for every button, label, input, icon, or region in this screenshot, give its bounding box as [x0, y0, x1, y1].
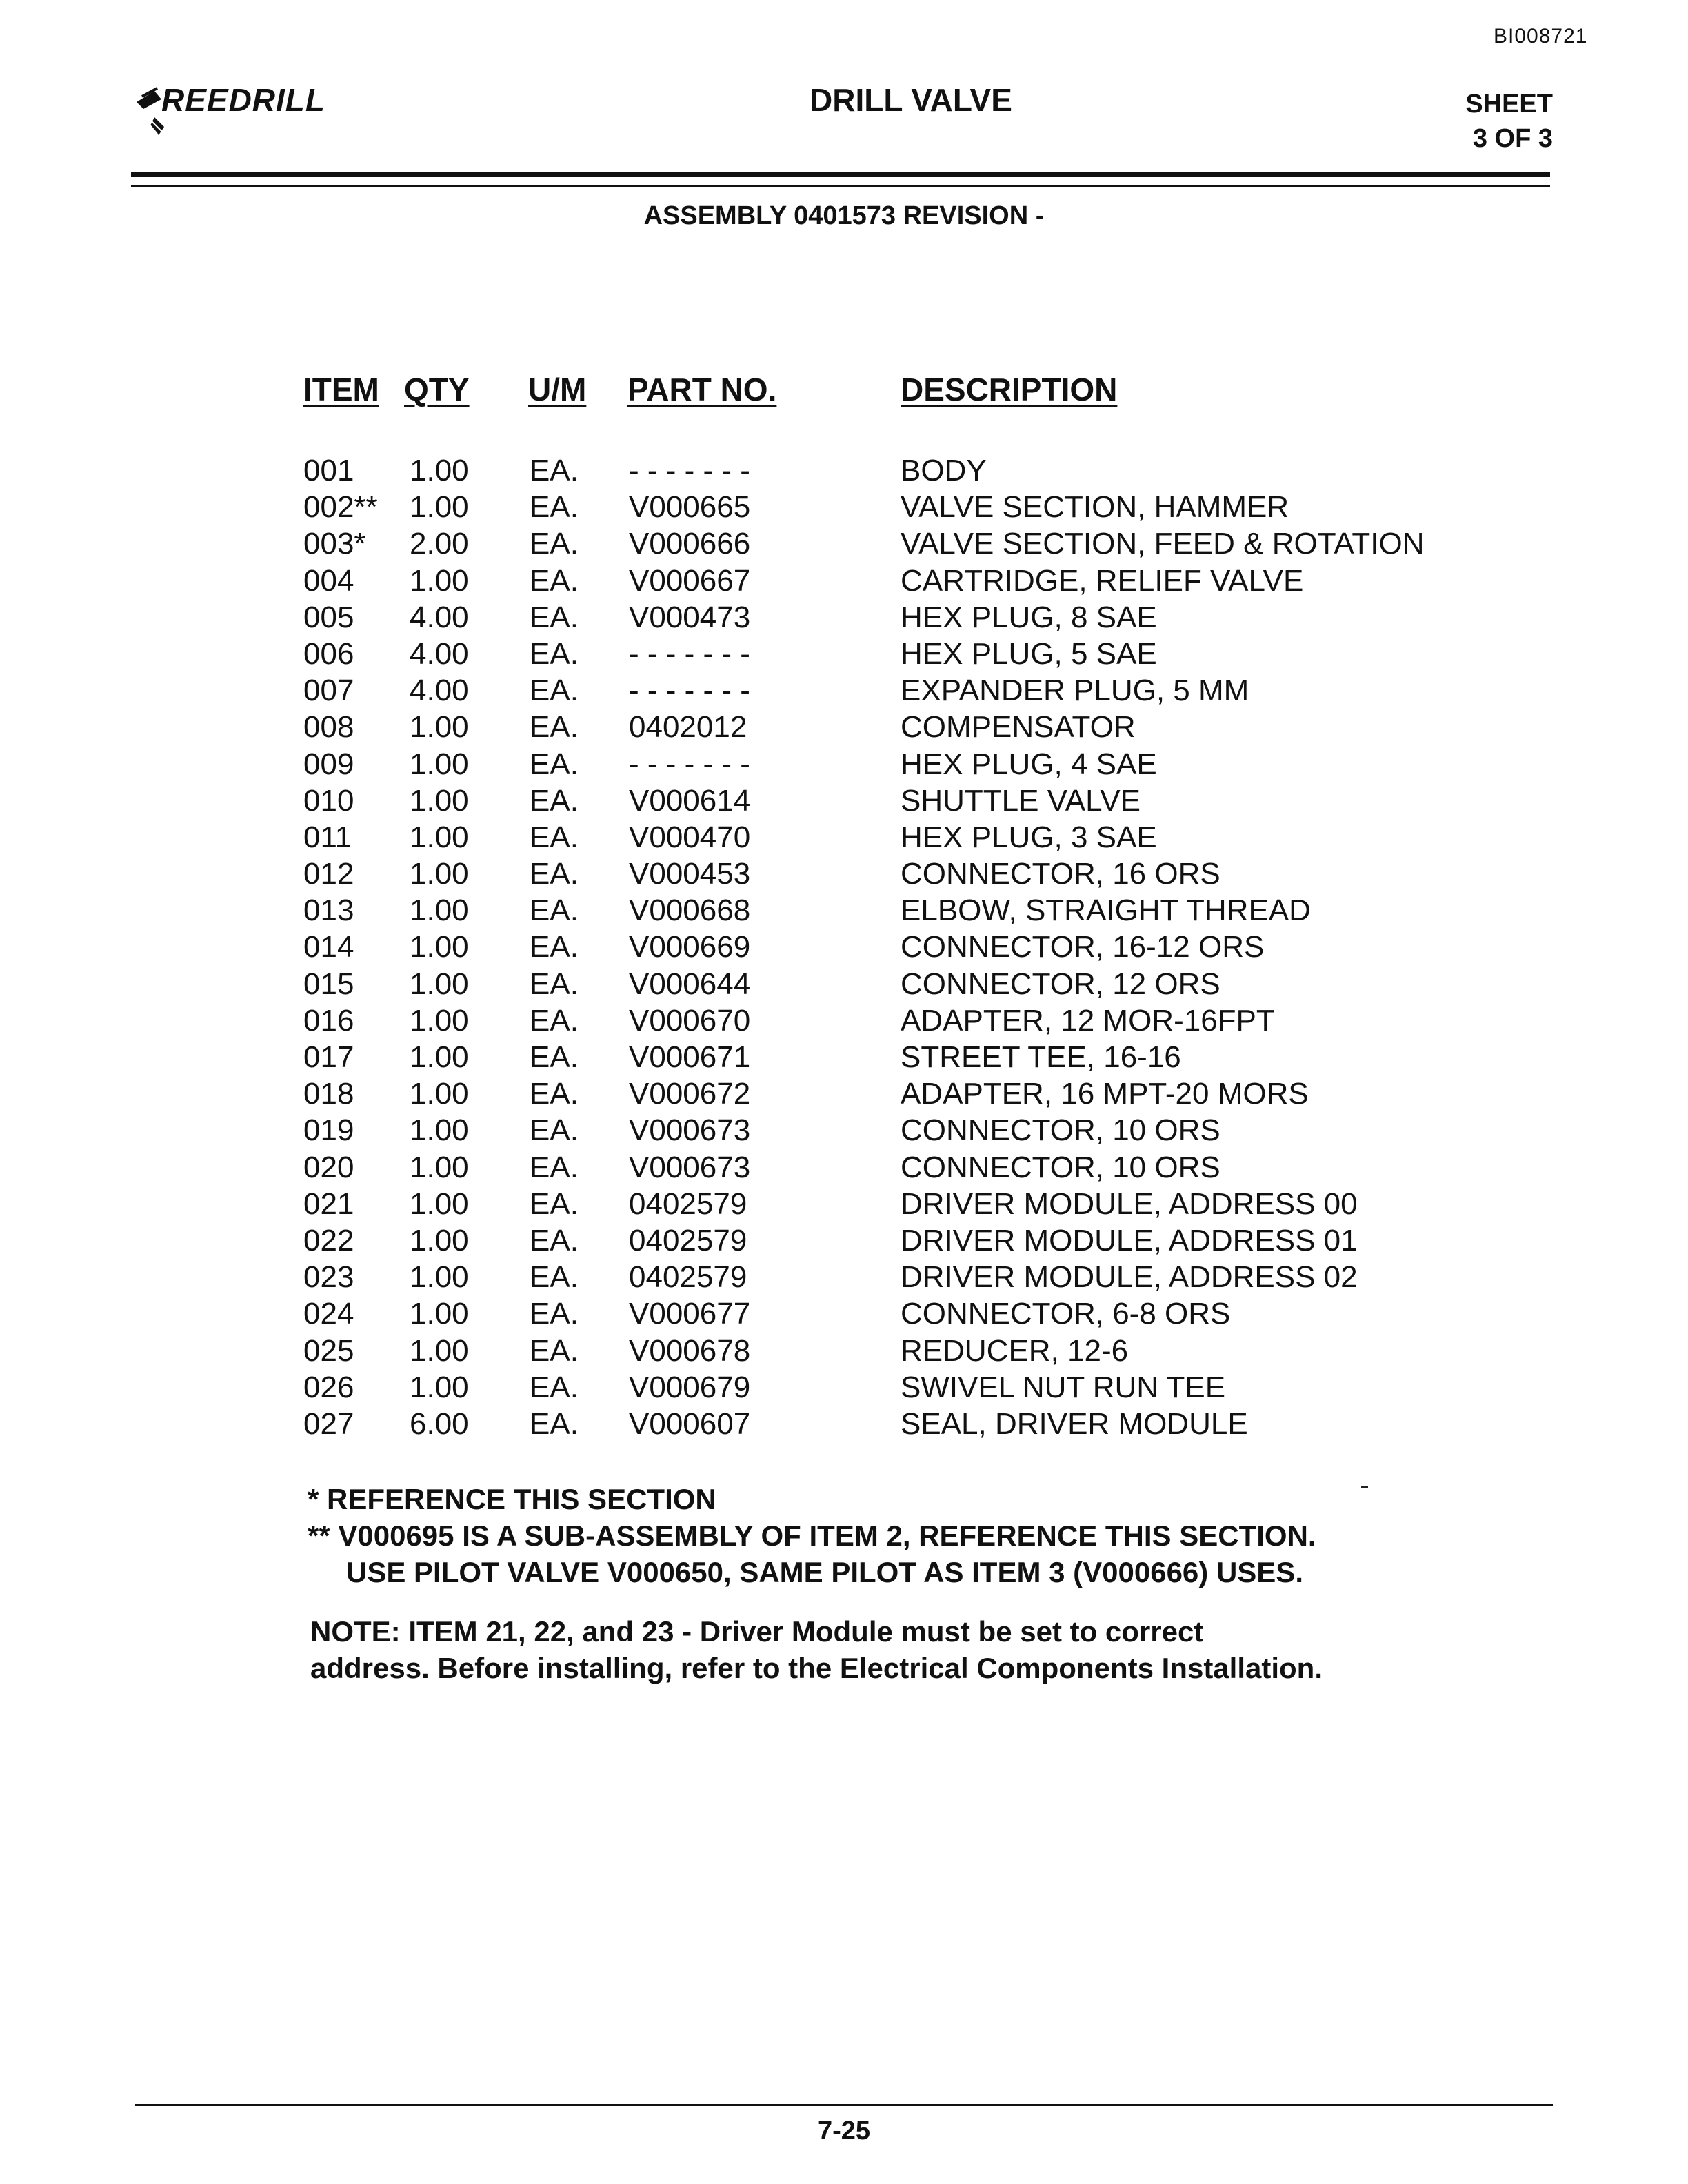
cell-part-number: 0402579 [629, 1186, 747, 1221]
cell-item-number: 001 [303, 454, 354, 487]
page-number: 7-25 [817, 2116, 871, 2145]
cell-item-number: 012 [303, 857, 354, 891]
cell-quantity: 6.00 [410, 1406, 469, 1441]
cell-quantity: 1.00 [410, 1297, 469, 1331]
cell-item-number: 010 [303, 783, 354, 818]
table-row [303, 1222, 1545, 1259]
cell-description: DRIVER MODULE, ADDRESS 01 [901, 1223, 1358, 1257]
cell-part-number: - - - - - - - [629, 674, 750, 708]
cell-part-number: 0402012 [629, 710, 747, 745]
cell-description: HEX PLUG, 5 SAE [901, 636, 1157, 671]
table-row [303, 489, 1545, 525]
cell-part-number: V000665 [629, 490, 751, 525]
table-row [303, 819, 1545, 856]
cell-quantity: 1.00 [410, 710, 469, 745]
cell-item-number: 022 [303, 1223, 354, 1257]
cell-item-number: 008 [303, 710, 354, 745]
cell-unit-of-measure: EA. [530, 563, 579, 598]
cell-quantity: 2.00 [410, 527, 469, 561]
table-row [303, 1406, 1545, 1442]
cell-unit-of-measure: EA. [530, 1003, 579, 1038]
logo-text: REEDRILL [161, 82, 325, 118]
cell-item-number: 004 [303, 563, 354, 598]
cell-description: DRIVER MODULE, ADDRESS 00 [901, 1186, 1358, 1221]
cell-part-number: V000673 [629, 1113, 751, 1148]
stray-mark [1361, 1486, 1368, 1488]
table-row [303, 452, 1545, 489]
cell-item-number: 020 [303, 1150, 354, 1184]
cell-part-number: V000473 [629, 600, 751, 634]
cell-item-number: 025 [303, 1333, 354, 1368]
cell-item-number: 002** [303, 490, 378, 525]
table-row [303, 1002, 1545, 1039]
installation-note-line-2: address. Before installing, refer to the Electrical Components Installation. [310, 1652, 1323, 1684]
column-header-part: PART NO. [627, 372, 777, 407]
table-row [303, 1149, 1545, 1186]
cell-item-number: 011 [303, 820, 352, 854]
cell-unit-of-measure: EA. [530, 454, 579, 487]
cell-description: VALVE SECTION, FEED & ROTATION [901, 527, 1425, 561]
cell-item-number: 017 [303, 1040, 354, 1074]
cell-part-number: V000453 [629, 857, 751, 891]
footer-rule [135, 2104, 1553, 2106]
cell-quantity: 1.00 [410, 857, 469, 891]
sheet-label: SHEET [1465, 90, 1553, 119]
cell-description: SEAL, DRIVER MODULE [901, 1406, 1248, 1441]
cell-part-number: 0402579 [629, 1223, 747, 1257]
cell-unit-of-measure: EA. [530, 967, 579, 1001]
cell-description: ADAPTER, 12 MOR-16FPT [901, 1003, 1275, 1038]
cell-unit-of-measure: EA. [530, 1186, 579, 1221]
table-row [303, 1186, 1545, 1222]
installation-note-line-1: NOTE: ITEM 21, 22, and 23 - Driver Module must be set to correct [310, 1615, 1204, 1648]
cell-item-number: 023 [303, 1260, 354, 1295]
cell-quantity: 4.00 [410, 636, 469, 671]
table-row [303, 672, 1545, 709]
cell-description: STREET TEE, 16-16 [901, 1040, 1181, 1074]
cell-part-number: V000679 [629, 1370, 751, 1404]
table-row [303, 563, 1545, 599]
cell-description: COMPENSATOR [901, 710, 1136, 745]
cell-unit-of-measure: EA. [530, 636, 579, 671]
cell-part-number: V000677 [629, 1297, 751, 1331]
cell-quantity: 1.00 [410, 967, 469, 1001]
header-rule-thick [131, 172, 1550, 177]
company-logo [134, 76, 341, 145]
cell-unit-of-measure: EA. [530, 893, 579, 928]
cell-item-number: 013 [303, 893, 354, 928]
sheet-indicator [1465, 87, 1553, 156]
cell-unit-of-measure: EA. [530, 1040, 579, 1074]
cell-unit-of-measure: EA. [530, 1370, 579, 1404]
cell-part-number: V000644 [629, 967, 751, 1001]
table-row [303, 525, 1545, 562]
cell-quantity: 4.00 [410, 674, 469, 708]
cell-item-number: 005 [303, 600, 354, 634]
table-row [303, 1112, 1545, 1149]
cell-part-number: V000667 [629, 563, 751, 598]
cell-quantity: 1.00 [410, 783, 469, 818]
cell-unit-of-measure: EA. [530, 1077, 579, 1111]
cell-part-number: V000607 [629, 1406, 751, 1441]
cell-item-number: 026 [303, 1370, 354, 1404]
cell-description: REDUCER, 12-6 [901, 1333, 1129, 1368]
cell-item-number: 021 [303, 1186, 354, 1221]
cell-item-number: 016 [303, 1003, 354, 1038]
cell-part-number: V000672 [629, 1077, 751, 1111]
table-row [303, 1295, 1545, 1332]
document-id: BI008721 [1494, 25, 1588, 48]
table-row [303, 1039, 1545, 1075]
table-row [303, 929, 1545, 965]
cell-description: BODY [901, 454, 987, 487]
cell-quantity: 1.00 [410, 563, 469, 598]
table-row [303, 1369, 1545, 1406]
cell-unit-of-measure: EA. [530, 490, 579, 525]
cell-item-number: 015 [303, 967, 354, 1001]
table-row [303, 892, 1545, 929]
cell-description: ELBOW, STRAIGHT THREAD [901, 893, 1311, 928]
cell-part-number: - - - - - - - [629, 747, 750, 781]
cell-unit-of-measure: EA. [530, 930, 579, 964]
header-rule-thin [131, 185, 1550, 187]
parts-table-body [303, 452, 1545, 1442]
cell-description: HEX PLUG, 8 SAE [901, 600, 1157, 634]
sheet-number: 3 OF 3 [1472, 124, 1553, 153]
cell-item-number: 009 [303, 747, 354, 781]
cell-quantity: 1.00 [410, 893, 469, 928]
cell-unit-of-measure: EA. [530, 1260, 579, 1295]
cell-description: CONNECTOR, 16-12 ORS [901, 930, 1265, 964]
cell-quantity: 1.00 [410, 1333, 469, 1368]
cell-item-number: 007 [303, 674, 354, 708]
cell-description: HEX PLUG, 3 SAE [901, 820, 1157, 854]
reference-notes [308, 1481, 1316, 1590]
cell-description: HEX PLUG, 4 SAE [901, 747, 1157, 781]
cell-unit-of-measure: EA. [530, 857, 579, 891]
cell-item-number: 006 [303, 636, 354, 671]
cell-item-number: 024 [303, 1297, 354, 1331]
column-header-qty: QTY [404, 372, 470, 407]
cell-unit-of-measure: EA. [530, 674, 579, 708]
cell-quantity: 4.00 [410, 600, 469, 634]
cell-quantity: 1.00 [410, 747, 469, 781]
document-title: DRILL VALVE [810, 82, 1012, 118]
cell-description: VALVE SECTION, HAMMER [901, 490, 1289, 525]
cell-quantity: 1.00 [410, 1186, 469, 1221]
reference-note-1: * REFERENCE THIS SECTION [308, 1483, 716, 1515]
parts-table-header [303, 371, 1545, 412]
cell-description: CONNECTOR, 12 ORS [901, 967, 1220, 1001]
cell-part-number: V000470 [629, 820, 751, 854]
cell-quantity: 1.00 [410, 1040, 469, 1074]
cell-description: CONNECTOR, 10 ORS [901, 1150, 1220, 1184]
cell-description: SHUTTLE VALVE [901, 783, 1141, 818]
cell-quantity: 1.00 [410, 1370, 469, 1404]
table-row [303, 599, 1545, 636]
cell-unit-of-measure: EA. [530, 1297, 579, 1331]
cell-description: CONNECTOR, 10 ORS [901, 1113, 1220, 1148]
cell-part-number: V000671 [629, 1040, 751, 1074]
cell-part-number: V000668 [629, 893, 751, 928]
cell-part-number: V000678 [629, 1333, 751, 1368]
cell-unit-of-measure: EA. [530, 1406, 579, 1441]
cell-description: CONNECTOR, 16 ORS [901, 857, 1220, 891]
cell-unit-of-measure: EA. [530, 783, 579, 818]
cell-description: DRIVER MODULE, ADDRESS 02 [901, 1260, 1358, 1295]
cell-item-number: 003* [303, 527, 366, 561]
installation-note [310, 1613, 1323, 1686]
cell-unit-of-measure: EA. [530, 1333, 579, 1368]
cell-part-number: V000670 [629, 1003, 751, 1038]
cell-quantity: 1.00 [410, 490, 469, 525]
cell-quantity: 1.00 [410, 930, 469, 964]
cell-part-number: V000666 [629, 527, 751, 561]
cell-unit-of-measure: EA. [530, 710, 579, 745]
table-row [303, 782, 1545, 819]
column-header-description: DESCRIPTION [901, 372, 1118, 407]
cell-unit-of-measure: EA. [530, 1150, 579, 1184]
cell-part-number: V000673 [629, 1150, 751, 1184]
cell-description: SWIVEL NUT RUN TEE [901, 1370, 1226, 1404]
column-header-um: U/M [528, 372, 587, 407]
cell-part-number: 0402579 [629, 1260, 747, 1295]
table-row [303, 1259, 1545, 1295]
cell-item-number: 018 [303, 1077, 354, 1111]
cell-description: EXPANDER PLUG, 5 MM [901, 674, 1249, 708]
cell-quantity: 1.00 [410, 820, 469, 854]
cell-unit-of-measure: EA. [530, 1223, 579, 1257]
table-row [303, 856, 1545, 892]
cell-part-number: V000614 [629, 783, 751, 818]
cell-unit-of-measure: EA. [530, 747, 579, 781]
assembly-title: ASSEMBLY 0401573 REVISION - [643, 201, 1045, 230]
reference-note-2-continued: USE PILOT VALVE V000650, SAME PILOT AS ITEM 3 (V000666) USES. [346, 1556, 1303, 1588]
cell-item-number: 019 [303, 1113, 354, 1148]
column-header-item: ITEM [303, 372, 379, 407]
table-row [303, 1333, 1545, 1369]
table-row [303, 966, 1545, 1002]
cell-quantity: 1.00 [410, 1223, 469, 1257]
table-row [303, 746, 1545, 782]
cell-item-number: 027 [303, 1406, 354, 1441]
cell-quantity: 1.00 [410, 1113, 469, 1148]
cell-quantity: 1.00 [410, 1003, 469, 1038]
cell-unit-of-measure: EA. [530, 527, 579, 561]
table-row [303, 636, 1545, 672]
cell-unit-of-measure: EA. [530, 1113, 579, 1148]
cell-description: ADAPTER, 16 MPT-20 MORS [901, 1077, 1309, 1111]
reference-note-2: ** V000695 IS A SUB-ASSEMBLY OF ITEM 2, REFERENCE THIS SECTION. [308, 1519, 1316, 1552]
cell-quantity: 1.00 [410, 454, 469, 487]
cell-part-number: V000669 [629, 930, 751, 964]
cell-item-number: 014 [303, 930, 354, 964]
cell-part-number: - - - - - - - [629, 636, 750, 671]
cell-quantity: 1.00 [410, 1150, 469, 1184]
cell-description: CARTRIDGE, RELIEF VALVE [901, 563, 1304, 598]
cell-description: CONNECTOR, 6-8 ORS [901, 1297, 1231, 1331]
cell-unit-of-measure: EA. [530, 600, 579, 634]
cell-quantity: 1.00 [410, 1077, 469, 1111]
cell-unit-of-measure: EA. [530, 820, 579, 854]
table-row [303, 709, 1545, 745]
table-row [303, 1075, 1545, 1112]
cell-part-number: - - - - - - - [629, 454, 750, 487]
cell-quantity: 1.00 [410, 1260, 469, 1295]
